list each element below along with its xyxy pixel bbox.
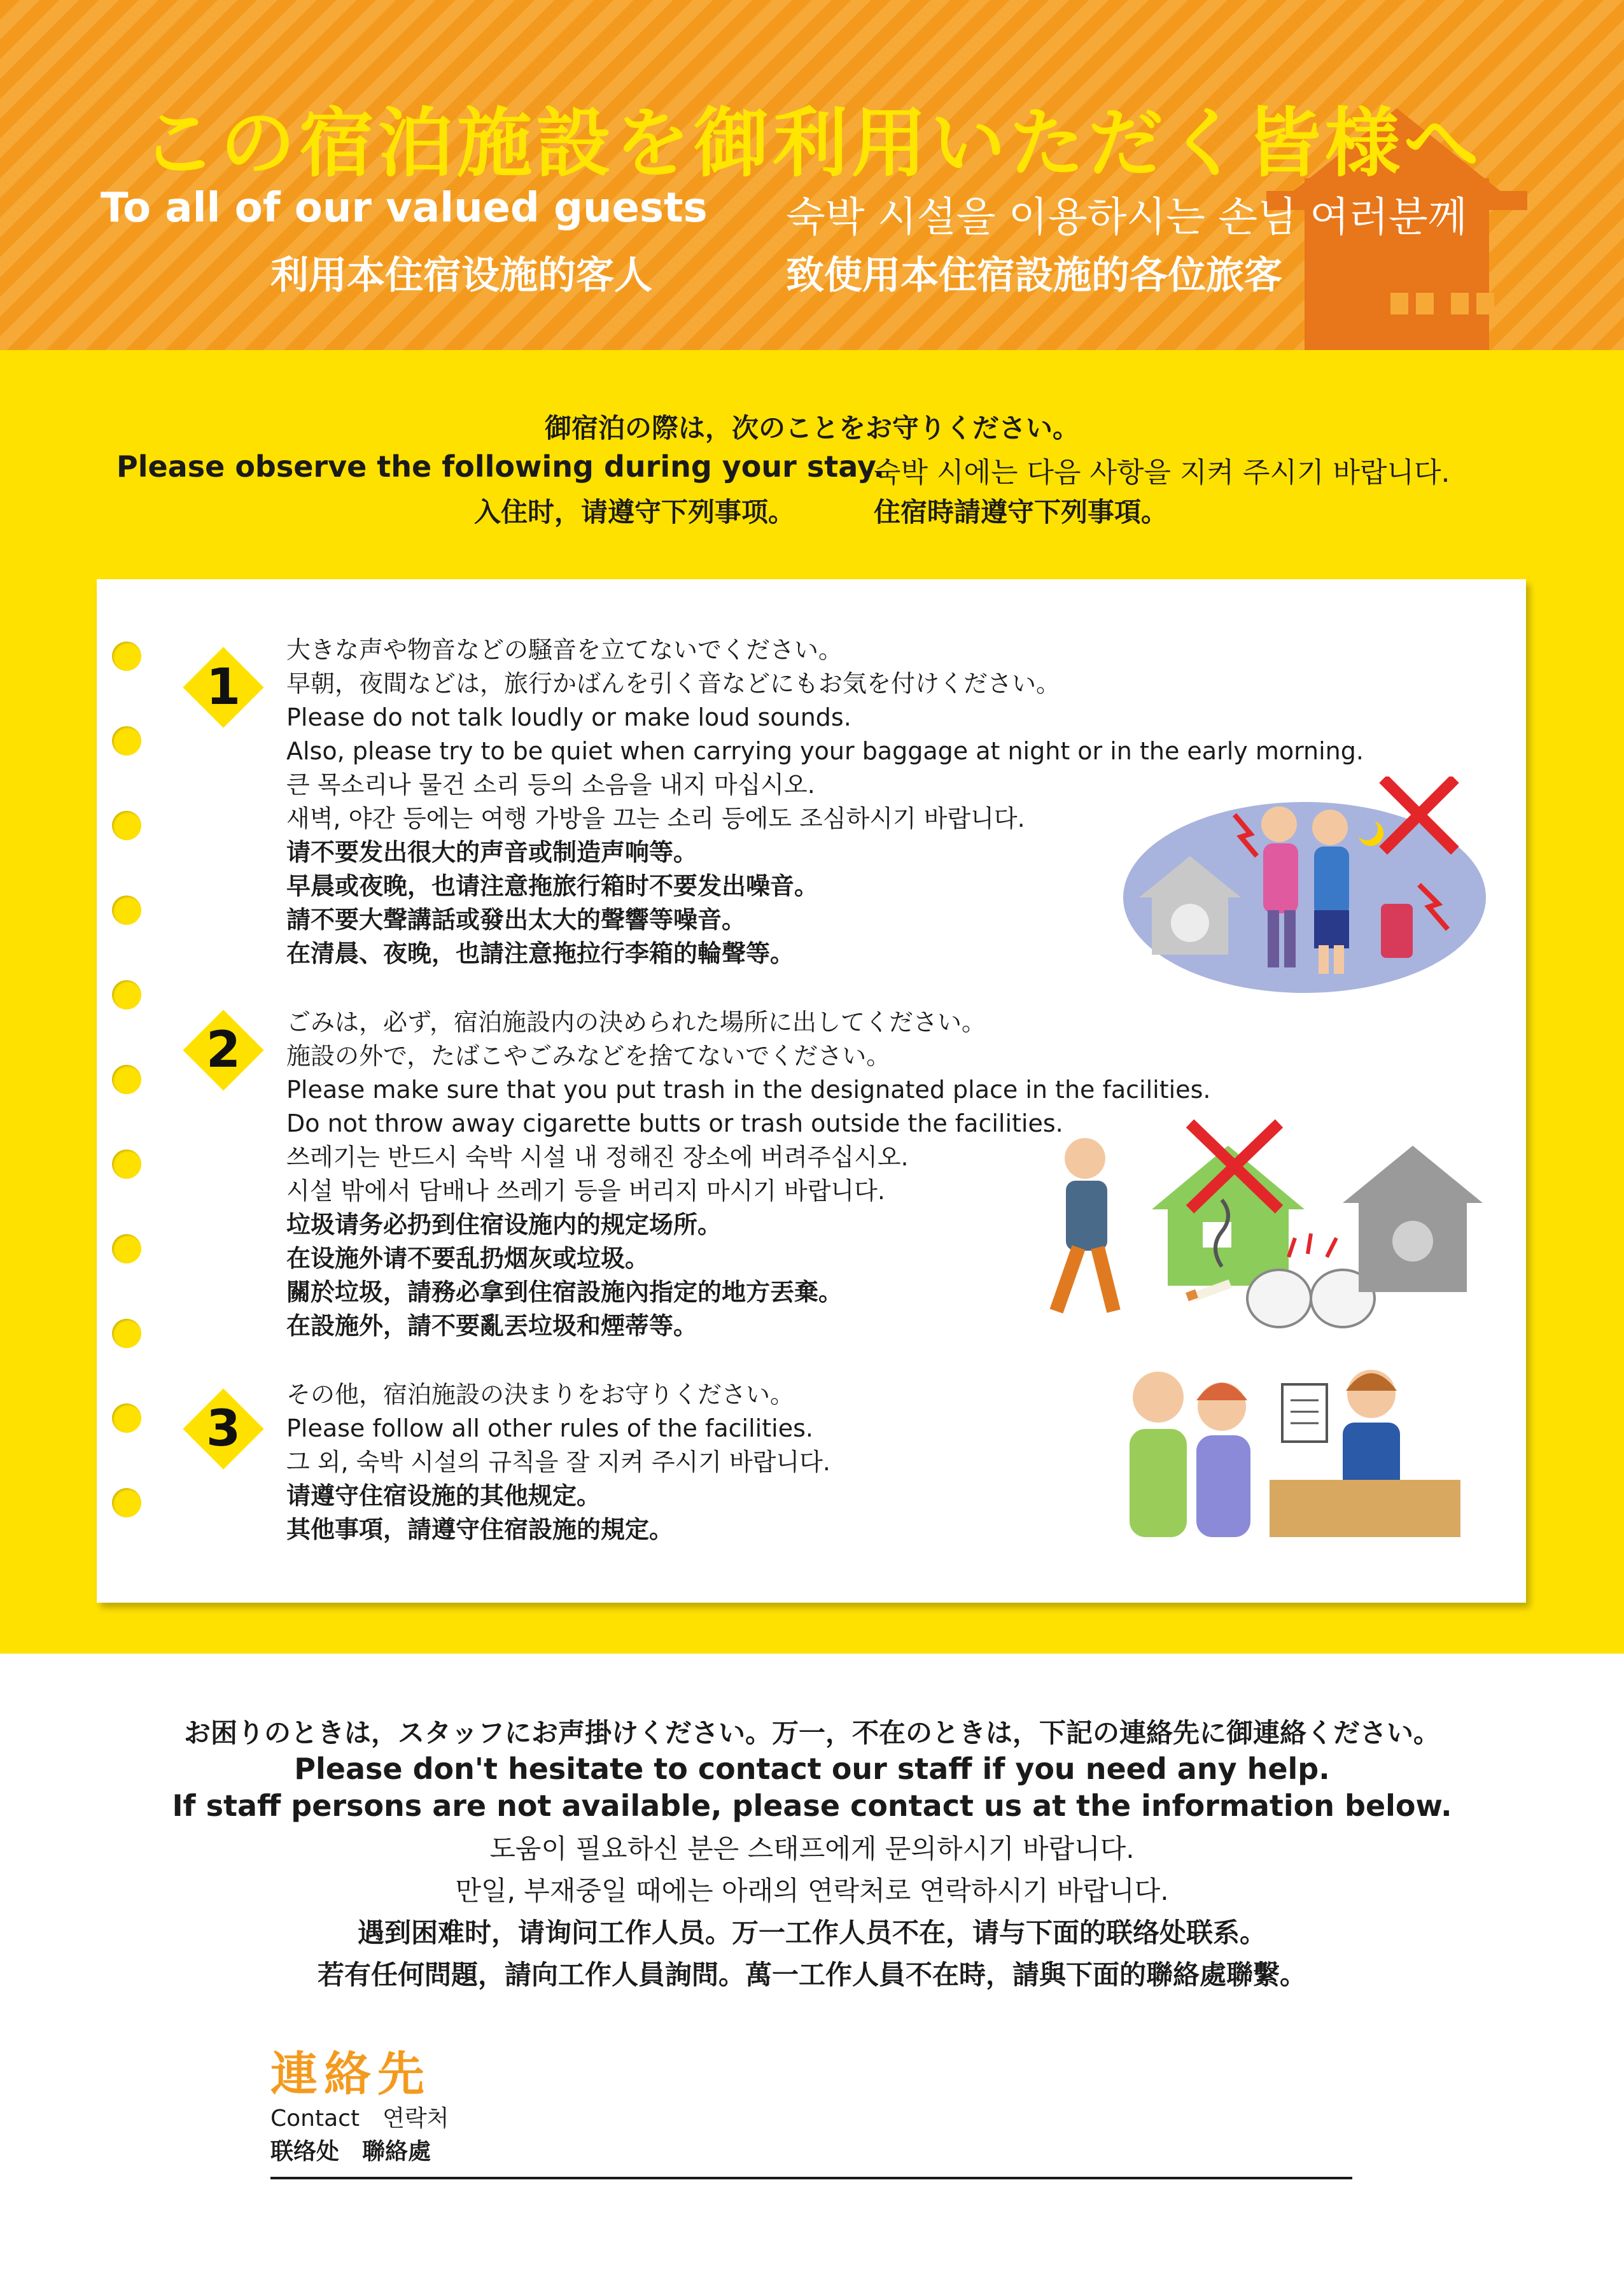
subtitle-korean: 숙박 시설을 이용하시는 손님 여러분께 xyxy=(786,194,1467,241)
noise-illustration xyxy=(1120,777,1489,1006)
contact-label-1: Contact 연락처 xyxy=(270,2106,449,2132)
punch-hole xyxy=(112,726,141,756)
rule-3-line: 그 외, 숙박 시설의 규칙을 잘 지켜 주시기 바랍니다. xyxy=(286,1448,830,1476)
rule-1-line: Also, please try to be quiet when carrying your baggage at night or in the early morning. xyxy=(286,737,1364,765)
rule-2-line: ごみは，必ず，宿泊施設内の決められた場所に出してください。 xyxy=(286,1008,986,1036)
subtitle-chinese-traditional: 致使用本住宿設施的各位旅客 xyxy=(786,253,1282,298)
footer-english-2: If staff persons are not available, please contact us at the information below. xyxy=(172,1789,1452,1823)
reception-desk xyxy=(1270,1480,1460,1537)
rule-2-line: 시설 밖에서 담배나 쓰레기 등을 버리지 마시기 바랍니다. xyxy=(286,1177,885,1205)
rule-2-badge: 2 xyxy=(182,1009,265,1092)
rule-2-line: 在设施外请不要乱扔烟灰或垃圾。 xyxy=(286,1244,650,1272)
rule-2-line: Please make sure that you put trash in the designated place in the facilities. xyxy=(286,1076,1211,1104)
contact-title: 連絡先 xyxy=(270,2047,431,2102)
rule-3-line: 其他事項，請遵守住宿設施的規定。 xyxy=(286,1515,674,1543)
footer-japanese: お困りのときは，スタッフにお声掛けください。万一，不在のときは，下記の連絡先に御連絡ください。 xyxy=(183,1717,1440,1748)
footer-chinese-simplified: 遇到困难时，请询问工作人员。万一工作人员不在，请与下面的联络处联系。 xyxy=(357,1917,1266,1948)
page-title: この宿泊施設を御利用いただく皆様へ xyxy=(141,99,1483,187)
rule-1-line: 早朝，夜間などは，旅行かばんを引く音などにもお気を付けください。 xyxy=(286,670,1061,698)
rule-1-line: 大きな声や物音などの騒音を立てないでください。 xyxy=(286,636,843,664)
reception-illustration xyxy=(1120,1356,1464,1540)
rule-3-line: 请遵守住宿设施的其他规定。 xyxy=(286,1482,601,1510)
rule-2-line: 施設の外で，たばこやごみなどを捨てないでください。 xyxy=(286,1042,891,1070)
observe-japanese: 御宿泊の際は，次のことをお守りください。 xyxy=(544,412,1079,444)
sad-house-icon xyxy=(1343,1146,1483,1292)
punch-hole xyxy=(112,1234,141,1263)
noise-icon xyxy=(1289,1234,1336,1257)
trash-bag-icon xyxy=(1247,1270,1375,1327)
footer-chinese-traditional: 若有任何問題，請向工作人員詢問。萬一工作人員不在時，請與下面的聯絡處聯繫。 xyxy=(317,1959,1306,1990)
punch-hole xyxy=(112,980,141,1009)
rule-2-line: Do not throw away cigarette butts or trash outside the facilities. xyxy=(286,1109,1063,1137)
rule-1-line: 早晨或夜晚，也请注意拖旅行箱时不要发出噪音。 xyxy=(286,872,819,900)
header-banner xyxy=(0,0,1624,350)
rule-2-line: 關於垃圾，請務必拿到住宿設施內指定的地方丟棄。 xyxy=(286,1278,843,1306)
rule-1-badge: 1 xyxy=(182,646,265,729)
rule-1-line: 큰 목소리나 물건 소리 등의 소음을 내지 마십시오. xyxy=(286,771,815,799)
rule-1-line: 새벽, 야간 등에는 여행 가방을 끄는 소리 등에도 조심하시기 바랍니다. xyxy=(286,805,1025,833)
guest-icon xyxy=(1130,1372,1250,1537)
document-icon xyxy=(1282,1384,1327,1442)
rule-1-line: 在清晨、夜晚，也請注意拖拉行李箱的輪聲等。 xyxy=(286,939,795,967)
observe-chinese-traditional: 住宿時請遵守下列事項。 xyxy=(874,496,1168,528)
rule-3-line: その他，宿泊施設の決まりをお守りください。 xyxy=(286,1381,795,1409)
subtitle-chinese-simplified: 利用本住宿设施的客人 xyxy=(270,253,652,298)
subtitle-english: To all of our valued guests xyxy=(101,185,708,232)
punch-hole xyxy=(112,642,141,671)
rule-3-badge: 3 xyxy=(182,1388,265,1470)
rule-3-line: Please follow all other rules of the facilities. xyxy=(286,1414,813,1442)
rule-1-line: 请不要发出很大的声音或制造声响等。 xyxy=(286,838,698,866)
punch-hole xyxy=(112,1319,141,1348)
walking-man-icon xyxy=(1056,1138,1114,1311)
footer-english-1: Please don't hesitate to contact our staff if you need any help. xyxy=(294,1752,1330,1786)
staff-icon xyxy=(1343,1370,1400,1493)
punch-hole xyxy=(112,811,141,840)
contact-label-2: 联络处 聯絡處 xyxy=(270,2139,431,2165)
rule-1-line: Please do not talk loudly or make loud sounds. xyxy=(286,703,851,731)
contact-write-line xyxy=(270,2177,1352,2179)
punch-hole xyxy=(112,896,141,925)
footer-korean-1: 도움이 필요하신 분은 스태프에게 문의하시기 바랍니다. xyxy=(489,1833,1135,1864)
observe-english: Please observe the following during your stay. xyxy=(116,449,885,484)
observe-korean: 숙박 시에는 다음 사항을 지켜 주시기 바랍니다. xyxy=(874,456,1450,489)
observe-chinese-simplified: 入住时，请遵守下列事项。 xyxy=(474,496,795,528)
footer-korean-2: 만일, 부재중일 때에는 아래의 연락처로 연락하시기 바랍니다. xyxy=(455,1875,1169,1906)
rule-2-line: 垃圾请务必扔到住宿设施内的规定场所。 xyxy=(286,1211,722,1239)
rule-1-line: 請不要大聲講話或發出太大的聲響等噪音。 xyxy=(286,906,746,934)
punch-hole xyxy=(112,1403,141,1433)
punch-hole xyxy=(112,1488,141,1517)
rule-2-line: 쓰레기는 반드시 숙박 시설 내 정해진 장소에 버려주십시오. xyxy=(286,1143,909,1171)
punch-hole xyxy=(112,1065,141,1094)
rule-2-line: 在設施外，請不要亂丟垃圾和煙蒂等。 xyxy=(286,1312,698,1340)
punch-hole xyxy=(112,1150,141,1179)
trash-illustration xyxy=(1037,1114,1495,1343)
